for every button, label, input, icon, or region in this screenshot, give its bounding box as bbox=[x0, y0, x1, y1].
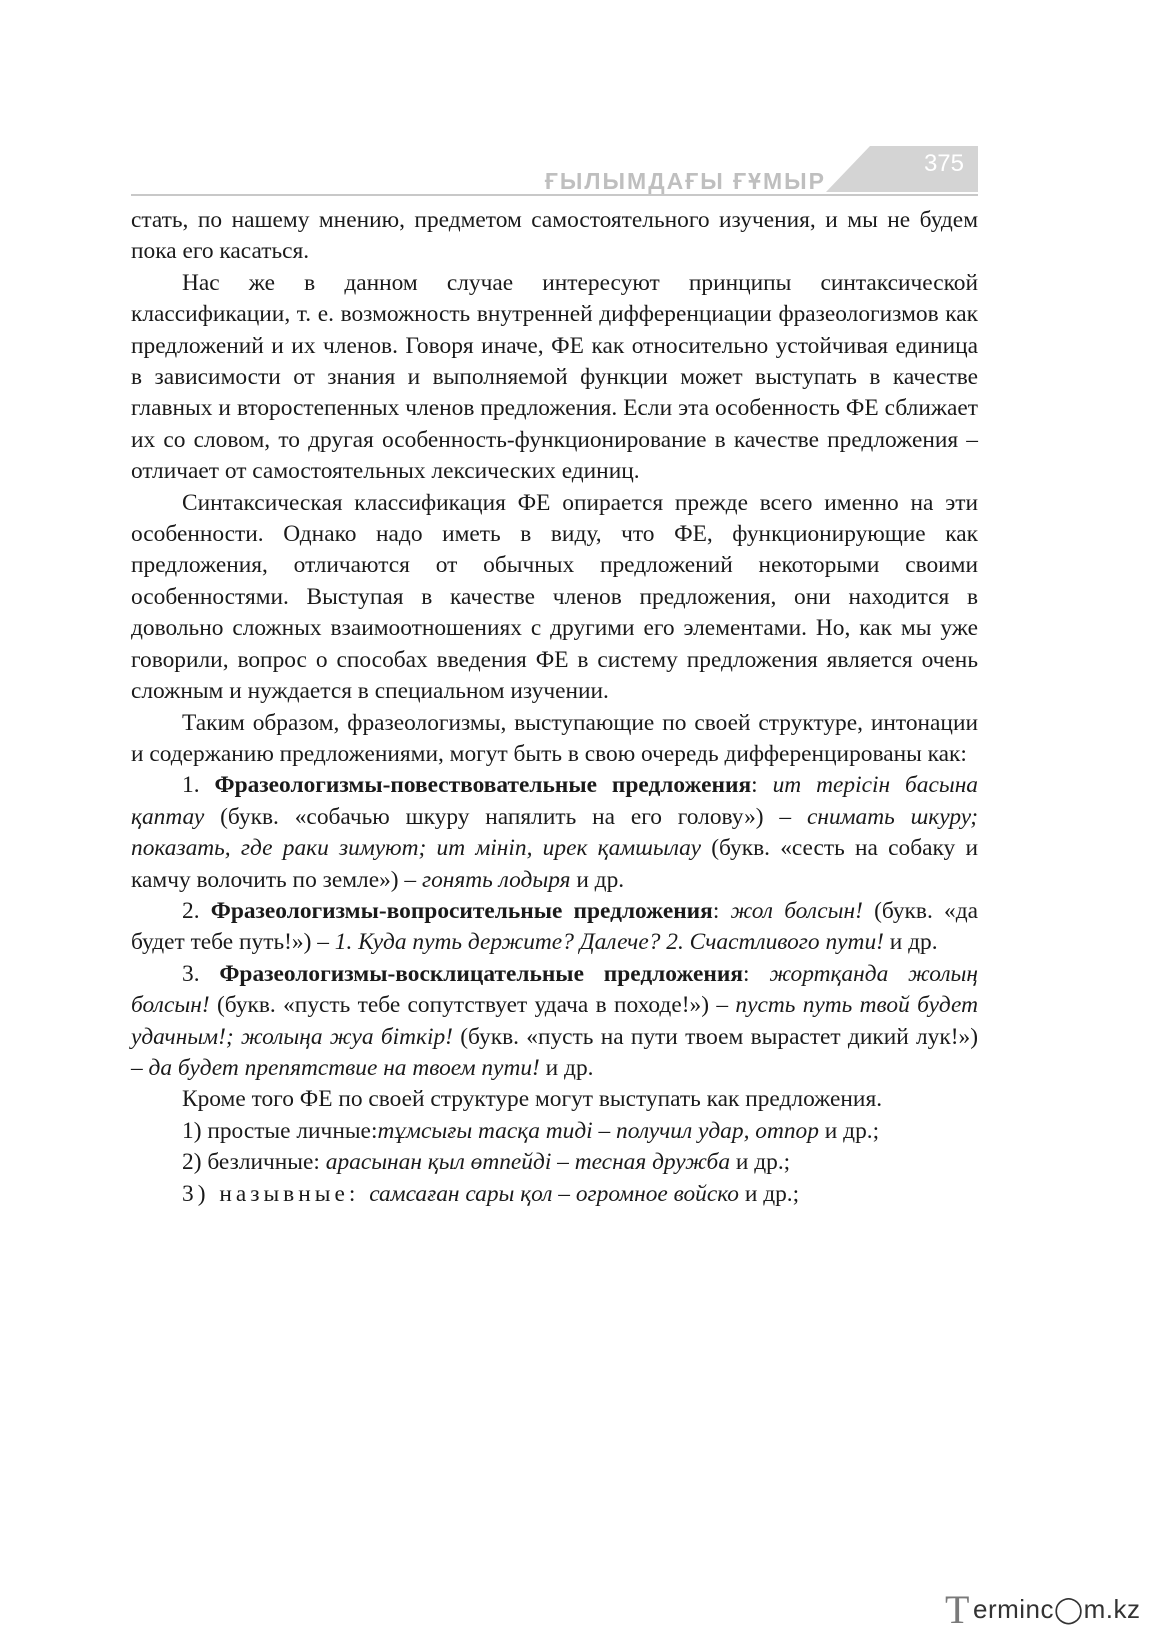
literal-translation: (букв. «пусть на пути твоем вырастет дикий лук!») – bbox=[131, 1023, 979, 1081]
example-kazakh: жол болсын! bbox=[730, 897, 863, 924]
example-meaning: пусть путь твой будет удачным!; жолыңа жуа біткір! bbox=[131, 992, 978, 1050]
structure-item-personal bbox=[131, 1116, 978, 1147]
structure-tail: и др.; bbox=[730, 1149, 791, 1176]
structure-example: тұмсығы тасқа тиді – получил удар, отпор bbox=[377, 1117, 819, 1144]
paragraph-4: Таким образом, фразеологизмы, выступающие по своей структуре, интонации и содержанию предложениями, могут быть в свою очередь дифференцированы как: bbox=[131, 709, 978, 767]
example-meaning: 1. Куда путь держите? Далече? 2. Счастливого пути! bbox=[334, 929, 884, 956]
paragraph-5: Кроме того ФЕ по своей структуре могут выступать как предложения. bbox=[182, 1086, 883, 1113]
paragraph-3: Синтаксическая классификация ФЕ опирается прежде всего именно на эти особенности. Однако надо иметь в виду, что ФЕ, функционирующие как предложения, отличаются от обычных предложений некоторыми своими особенностями. Выступая в качестве членов предложения, они находится в довольно сложных взаимоотношениях с другими его элементами. Но, как мы уже говорили, вопрос о способах введения ФЕ в систему предложения является очень сложным и нуждается в специальном изучении. bbox=[131, 489, 978, 705]
item-tail: и др. bbox=[883, 929, 938, 956]
watermark-letter: T bbox=[945, 1587, 970, 1632]
item-term: Фразеологизмы-вопросительные предложения bbox=[210, 897, 713, 924]
structure-tail: и др.; bbox=[818, 1117, 880, 1144]
literal-translation: (букв. «сесть на собаку и камчу волочить по земле») – bbox=[131, 835, 979, 893]
structure-example: самсаған сары қол – огромное войско bbox=[369, 1180, 739, 1207]
literal-translation: (букв. «да будет тебе путь!») – bbox=[131, 897, 978, 956]
item-colon: : bbox=[712, 897, 731, 924]
literal-translation: (букв. «пусть тебе сопутствует удача в походе!») – bbox=[209, 992, 736, 1019]
item-colon: : bbox=[751, 772, 773, 799]
example-meaning: да будет препятствие на твоем пути! bbox=[148, 1054, 540, 1081]
item-colon: : bbox=[743, 960, 770, 987]
paragraph-2: Нас же в данном случае интересуют принципы синтаксической классификации, т. е. возможность внутренней дифференциации фразеологизмов как предложений и их членов. Говоря иначе, ФЕ как относительно устойчивая единица в зависимости от знания и выполняемой функции может выступать в качестве главных и второстепенных членов предложения. Если эта особенность ФЕ сближает их со словом, то другая особенность-функционирование в качестве предложения – отличает от самостоятельных лексических единиц. bbox=[131, 269, 978, 485]
structure-label: 3) назывные: bbox=[182, 1180, 370, 1207]
list-item-declarative bbox=[131, 770, 978, 896]
page-number: 375 bbox=[923, 150, 964, 177]
item-tail: и др. bbox=[570, 866, 625, 893]
item-number: 3. bbox=[182, 960, 220, 987]
structure-item-impersonal bbox=[131, 1147, 978, 1178]
example-kazakh: ит терісін басына қаптау bbox=[131, 772, 978, 830]
list-item-exclamatory bbox=[131, 959, 978, 1085]
item-term: Фразеологизмы-восклицательные предложения bbox=[219, 960, 744, 987]
structure-item-nominative bbox=[131, 1179, 978, 1210]
literal-translation: (букв. «собачью шкуру напялить на его голову») – bbox=[204, 803, 807, 830]
example-meaning: гонять лодыря bbox=[421, 866, 571, 893]
item-number: 1. bbox=[182, 772, 215, 799]
running-header bbox=[131, 146, 978, 196]
item-tail: и др. bbox=[539, 1054, 594, 1081]
running-title: ҒЫЛЫМДАҒЫ ҒҰМЫР bbox=[544, 168, 826, 194]
structure-label: 2) безличные: bbox=[182, 1149, 326, 1176]
watermark-text: erminc◯m.kz bbox=[973, 1594, 1141, 1624]
example-meaning: снимать шкуру; показать, где раки зимуют; ит мініп, ирек қамшылау bbox=[131, 803, 978, 862]
list-item-interrogative bbox=[131, 896, 978, 959]
structure-label: 1) простые личные: bbox=[182, 1117, 378, 1144]
paragraph-1: стать, по нашему мнению, предметом самостоятельного изучения, и мы не будем пока его касаться. bbox=[131, 207, 978, 265]
example-kazakh: жортқанда жолың болсын! bbox=[131, 960, 978, 1019]
termincom-watermark bbox=[943, 1580, 1153, 1630]
item-number: 2. bbox=[182, 897, 211, 924]
page-body bbox=[131, 205, 978, 1210]
structure-example: арасынан қыл өтпейді – тесная дружба bbox=[325, 1149, 731, 1176]
item-term: Фразеологизмы-повествовательные предложения bbox=[214, 772, 752, 799]
structure-tail: и др.; bbox=[739, 1180, 800, 1207]
